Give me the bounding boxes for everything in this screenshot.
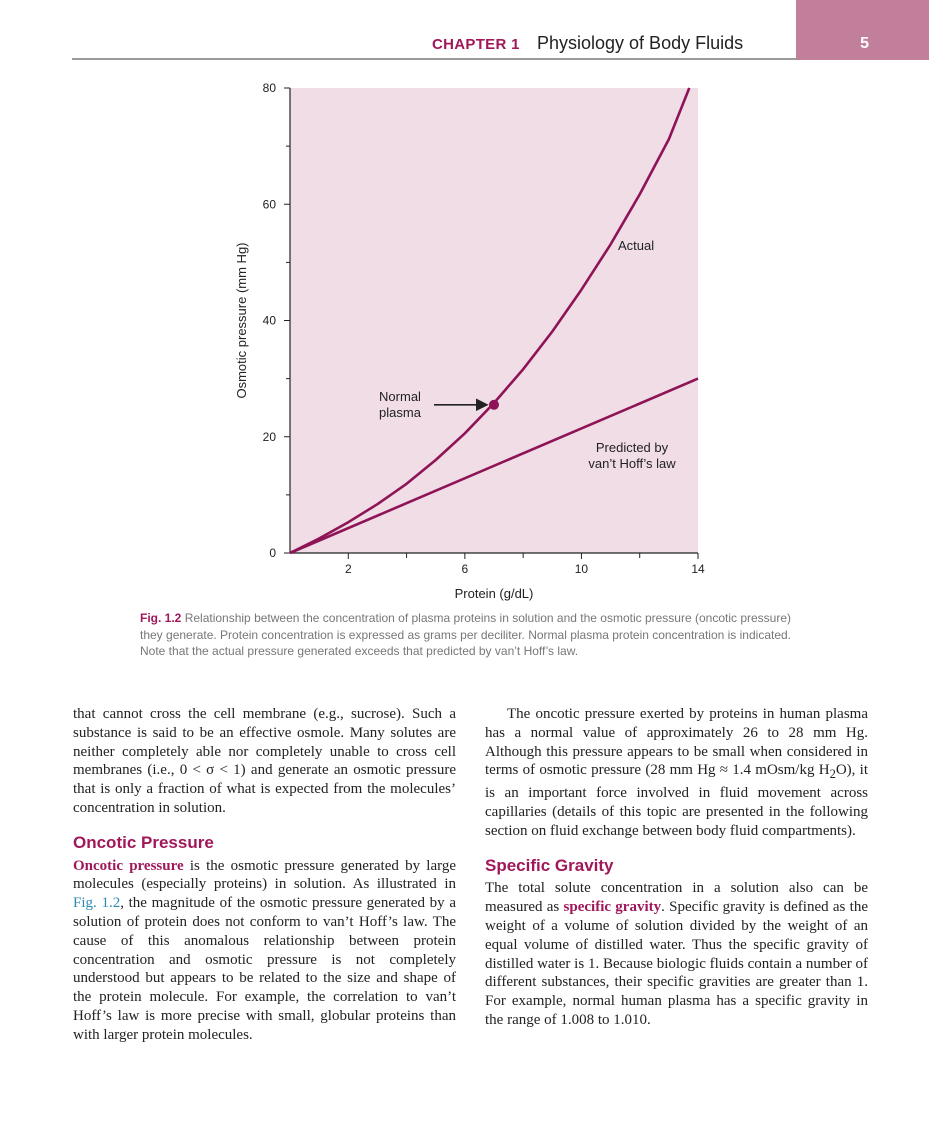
y-tick-label: 40 xyxy=(262,313,276,328)
chapter-title: Physiology of Body Fluids xyxy=(537,33,744,53)
paragraph xyxy=(485,879,868,1029)
y-tick-label: 0 xyxy=(269,546,276,560)
paragraph-text: . Specific gravity is defined as the weight of a volume of solution divided by the weight of an equal volume of distilled water. Thus the specific gravity of distilled water is 1. Because biologic fluids contain a number of different substances, their specific gravities are greater than 1. For example, normal human plasma has a specific gravity in the range of 1.008 to 1.010. xyxy=(485,899,868,1028)
osmotic-pressure-chart xyxy=(0,62,929,610)
normal-plasma-label: plasma xyxy=(379,404,421,420)
paragraph-text: The total solute concentration in a solution also can be measured as xyxy=(485,880,868,916)
paragraph-text: O), it is an important force involved in fluid movement across capillaries (details of this topic are presented in the following section on fluid exchange between body fluid compartments). xyxy=(485,762,868,839)
actual-series-label: Actual xyxy=(618,238,655,253)
section-heading-oncotic-pressure: Oncotic Pressure xyxy=(73,832,214,852)
section-heading-specific-gravity: Specific Gravity xyxy=(485,855,614,875)
caption-text: Relationship between the concentration of plasma proteins in solution and the osmotic pressure (oncotic pressure) they generate. Protein concentration is expressed as grams per deciliter. Normal plasma protein concentration is indicated. Note that the actual pressure generated exceeds that predicted by van’t Hoff’s law. xyxy=(140,611,792,658)
x-axis-title: Protein (g/dL) xyxy=(454,586,534,601)
page-header xyxy=(0,0,929,62)
term-specific-gravity: specific gravity xyxy=(563,899,662,916)
y-axis-title: Osmotic pressure (mm Hg) xyxy=(234,242,249,399)
paragraph: that cannot cross the cell membrane (e.g., sucrose). Such a substance is said to be an effective osmole. Many solutes are neither completely able nor completely unable to cross cell membranes (i.e., 0 < σ < 1) and generate an osmotic pressure that is only a fraction of what is expected from the molecules’ concentration in solution. xyxy=(73,706,456,816)
normal-plasma-point xyxy=(489,400,499,410)
page-number: 5 xyxy=(860,35,869,52)
paragraph-text: , the magnitude of the osmotic pressure generated by a solution of protein does not conform to van’t Hoff’s law. The cause of this anomalous relationship between protein concentration and osmotic pressure is not completely understood but appears to be related to the size and shape of the protein molecule. For example, the correlation to van’t Hoff’s law is more precise with small, globular proteins than with larger protein molecules. xyxy=(73,895,456,1043)
header-rule xyxy=(72,58,796,60)
figure-link[interactable]: Fig. 1.2 xyxy=(73,895,121,912)
paragraph-text: is the osmotic pressure generated by large molecules (especially proteins) in solution. As illustrated in xyxy=(73,857,456,893)
left-column xyxy=(73,705,456,1045)
chapter-label: CHAPTER 1 xyxy=(432,36,520,53)
x-tick-label: 6 xyxy=(461,562,469,576)
x-tick-label: 10 xyxy=(574,562,589,576)
predicted-series-label: Predicted by xyxy=(595,440,669,455)
y-tick-label: 80 xyxy=(262,81,276,95)
plot-area xyxy=(290,88,698,553)
paragraph xyxy=(73,857,456,1045)
y-tick-label: 60 xyxy=(262,197,276,212)
figure-label: Fig. 1.2 xyxy=(140,611,182,625)
paragraph xyxy=(485,705,868,841)
right-column xyxy=(485,705,868,1030)
subscript: 2 xyxy=(829,767,836,782)
y-tick-label: 20 xyxy=(262,429,276,444)
predicted-series-label: van’t Hoff’s law xyxy=(588,456,676,471)
term-oncotic-pressure: Oncotic pressure xyxy=(73,857,184,874)
x-tick-label: 14 xyxy=(691,562,705,576)
page-number-tab xyxy=(796,0,929,60)
x-tick-label: 2 xyxy=(344,562,352,576)
figure-caption xyxy=(140,610,805,660)
paragraph-text: The oncotic pressure exerted by proteins in human plasma has a normal value of approximately 26 to 28 mm Hg. Although this pressure appears to be small when considered in terms of osmotic pressure (28 mm Hg ≈ 1.4 mOsm/kg H xyxy=(485,706,868,779)
normal-plasma-label: Normal xyxy=(379,388,421,404)
